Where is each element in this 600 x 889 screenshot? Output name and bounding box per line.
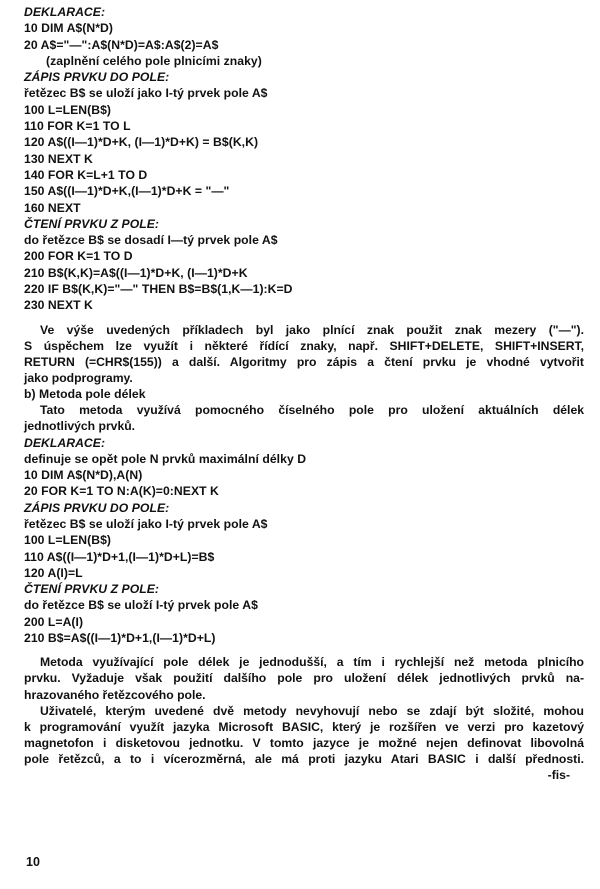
- code-note: (zaplnění celého pole plnicími znaky): [46, 53, 262, 68]
- code-line: 100 L=LEN(B$): [24, 533, 112, 548]
- code-line: 210 B$=A$((I—1)*D+1,(I—1)*D+L): [24, 631, 216, 646]
- section-heading: ZÁPIS PRVKU DO POLE:: [24, 70, 170, 85]
- code-line: 10 DIM A$(N*D): [24, 21, 113, 36]
- paragraph-line: Tato metoda využívá pomocného číselného pole pro uložení aktuálních délek: [40, 403, 584, 418]
- section-heading: DEKLARACE:: [24, 5, 106, 19]
- author-signature: -fis-: [547, 768, 570, 783]
- subsection-heading: b) Metoda pole délek: [24, 387, 146, 402]
- section-heading: ČTENÍ PRVKU Z POLE:: [24, 216, 160, 231]
- code-line: 20 FOR K=1 TO N:A(K)=0:NEXT K: [24, 484, 219, 499]
- code-line: 210 B$(K,K)=A$((I—1)*D+K, (I—1)*D+K: [24, 265, 248, 280]
- section-heading: DEKLARACE:: [24, 435, 106, 450]
- document-page: [24, 4, 584, 783]
- paragraph: [24, 703, 584, 767]
- section-intro: řetězec B$ se uloží jako I-tý prvek pole A$: [24, 86, 268, 101]
- code-line: 200 FOR K=1 TO D: [24, 249, 133, 264]
- section-intro: do řetězce B$ se uloží I-tý prvek pole A$: [24, 598, 258, 613]
- code-line: 160 NEXT: [24, 200, 81, 215]
- paragraph: [24, 654, 584, 702]
- code-line: 110 FOR K=1 TO L: [24, 119, 131, 134]
- paragraph-line: Metoda využívající pole délek je jednodušší, a tím i rychlejší než metoda plnicího: [40, 655, 584, 670]
- code-line: 130 NEXT K: [24, 151, 93, 166]
- code-line: 10 DIM A$(N*D),A(N): [24, 468, 143, 483]
- paragraph-line: jako podprogramy.: [24, 370, 133, 385]
- paragraph-line: jednotlivých prvků.: [24, 419, 136, 434]
- paragraph: [24, 402, 584, 434]
- paragraph: [24, 322, 584, 386]
- paragraph-line: RETURN (=CHR$(155)) a další. Algoritmy pro zápis a čtení prvku je vhodné vytvořit: [24, 354, 584, 369]
- paragraph-line: S úspěchem lze využít i některé řídící znaky, např. SHIFT+DELETE, SHIFT+INSERT,: [24, 338, 584, 353]
- code-line: 230 NEXT K: [24, 298, 93, 313]
- code-line: 120 A(I)=L: [24, 565, 83, 580]
- paragraph-line: Ve výše uvedených příkladech byl jako plnící znak použit znak mezery ("—").: [40, 322, 584, 337]
- code-line: 140 FOR K=L+1 TO D: [24, 167, 148, 182]
- section-intro: definuje se opět pole N prvků maximální délky D: [24, 451, 307, 466]
- code-line: 120 A$((I—1)*D+K, (I—1)*D+K) = B$(K,K): [24, 135, 259, 150]
- paragraph-line: prvku. Vyžaduje však použití dalšího pole pro uložení délek jednotlivých prvků na-: [24, 671, 584, 686]
- code-line: 150 A$((I—1)*D+K,(I—1)*D+K = "—": [24, 184, 230, 199]
- code-line: 200 L=A(I): [24, 614, 84, 629]
- paragraph-line: k programování využít jazyka Microsoft BASIC, který je rozšířen ve verzi pro kazetový: [24, 719, 584, 734]
- section-heading: ZÁPIS PRVKU DO POLE:: [24, 500, 170, 515]
- page-number: 10: [26, 855, 40, 869]
- section-heading: ČTENÍ PRVKU Z POLE:: [24, 582, 160, 597]
- paragraph-line: pole řetězců, a to i vícerozměrná, ale má proti jazyku Atari BASIC i další přednosti.: [24, 751, 584, 766]
- paragraph-line: magnetofon i disketovou jednotku. V tomto jazyce je možné nejen definovat libovolná: [24, 735, 584, 750]
- code-line: 100 L=LEN(B$): [24, 102, 112, 117]
- section-intro: do řetězce B$ se dosadí I—tý prvek pole A$: [24, 233, 278, 248]
- code-line: 220 IF B$(K,K)="—" THEN B$=B$(1,K—1):K=D: [24, 282, 293, 297]
- code-line: 110 A$((I—1)*D+1,(I—1)*D+L)=B$: [24, 549, 215, 564]
- code-line: 20 A$="—":A$(N*D)=A$:A$(2)=A$: [24, 37, 219, 52]
- paragraph-line: Uživatelé, kterým uvedené dvě metody nevyhovují nebo se zdají být složité, mohou: [40, 703, 584, 718]
- paragraph-line: hrazovaného řetězcového pole.: [24, 687, 206, 702]
- section-intro: řetězec B$ se uloží jako I-tý prvek pole A$: [24, 516, 268, 531]
